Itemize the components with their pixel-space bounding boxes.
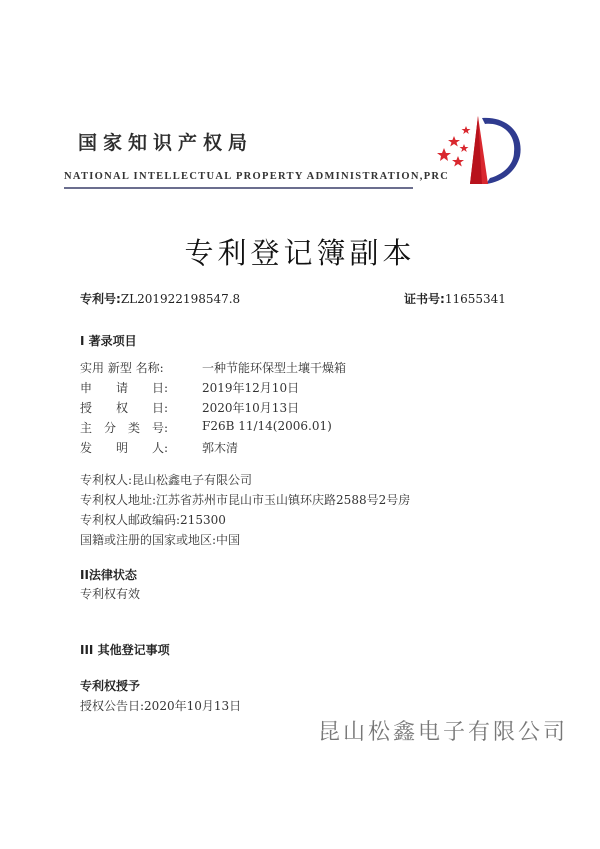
info-row-value: 郭木清 [202,441,239,455]
info-row [80,439,480,456]
info-row-value: 2020年10月13日 [202,401,300,415]
section-2-title: II法律状态 [80,568,137,582]
patent-number [80,290,240,307]
info-row-value: F26B 11/14(2006.01) [202,419,332,433]
certificate-number-label: 证书号: [404,292,445,306]
owner-address: 专利权人地址:江苏省苏州市昆山市玉山镇环庆路2588号2号房 [80,493,411,507]
info-row-label: 授 权 日: [80,401,169,415]
info-row-label: 实用 新型 名称: [80,361,164,375]
info-row [80,359,480,376]
patent-number-value: ZL201922198547.8 [120,292,241,306]
org-name-cn: 国家知识产权局 [78,132,254,154]
section-3-title: III 其他登记事项 [80,643,170,657]
announce-date: 授权公告日:2020年10月13日 [80,699,242,713]
header-divider [64,187,413,189]
owner-postcode: 专利权人邮政编码:215300 [80,513,226,527]
grant-subtitle: 专利权授予 [80,679,141,693]
owner-name: 专利权人:昆山松鑫电子有限公司 [80,473,253,487]
info-row-label: 发 明 人: [80,441,169,455]
owner-nationality: 国籍或注册的国家或地区:中国 [80,533,241,547]
info-row-label: 申 请 日: [80,381,169,395]
company-watermark: 昆山松鑫电子有限公司 [318,720,569,745]
org-name-en: NATIONAL INTELLECTUAL PROPERTY ADMINISTRATION,PRC [64,171,450,182]
legal-status: 专利权有效 [80,587,141,601]
info-row-value: 2019年12月10日 [202,381,300,395]
certificate-number [404,290,506,307]
info-row-label: 主 分 类 号: [80,421,169,435]
info-row [80,399,480,416]
document-title: 专利登记簿副本 [184,236,416,270]
info-row [80,379,480,396]
patent-number-label: 专利号: [80,292,121,306]
info-row [80,419,480,436]
info-row-value: 一种节能环保型土壤干燥箱 [202,361,347,375]
section-1-title: I 著录项目 [80,334,137,348]
cnipa-logo-icon [430,112,526,188]
certificate-number-value: 11655341 [444,292,506,306]
